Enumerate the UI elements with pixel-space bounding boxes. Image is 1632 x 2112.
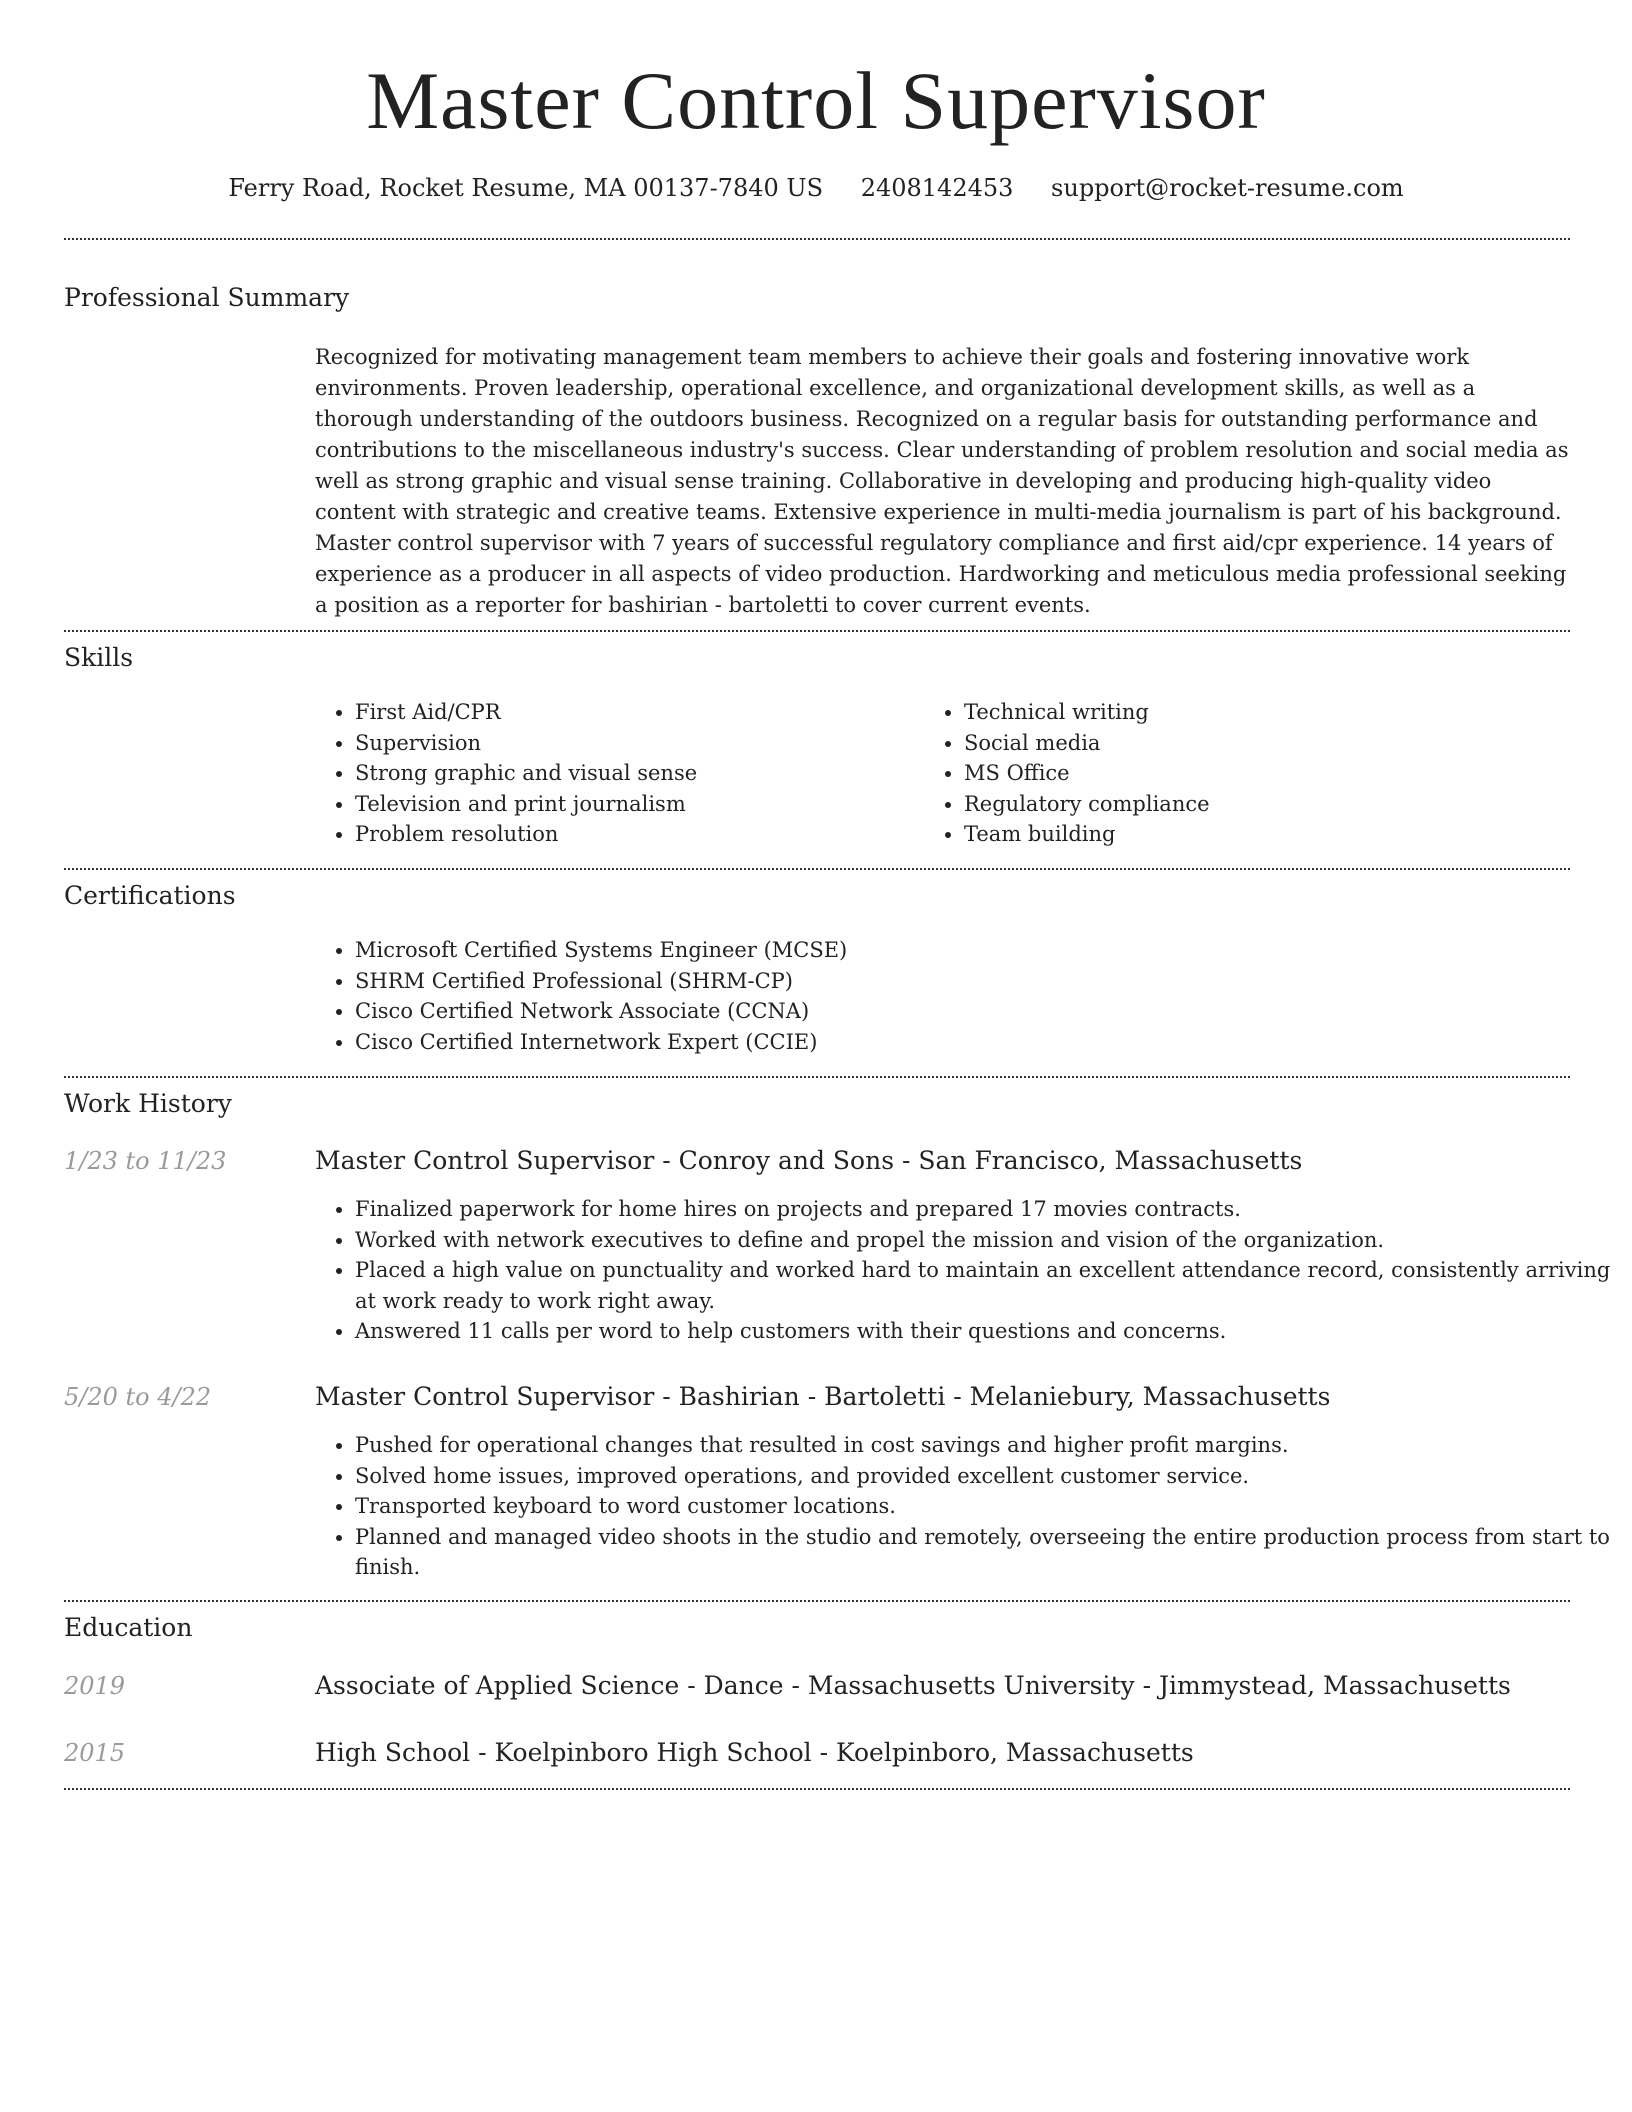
section-title-summary: Professional Summary [64, 283, 350, 312]
certification-item: • Cisco Certified Internetwork Expert (CCIE) [355, 1027, 1555, 1058]
skill-item: • Social media [964, 728, 1564, 759]
education-degree: High School [315, 1738, 471, 1767]
education-school: - Koelpinboro High School - Koelpinboro, Massachusetts [470, 1738, 1194, 1767]
skill-item: • Supervision [355, 728, 915, 759]
education-entry [315, 1669, 1511, 1703]
contact-email: support@rocket-resume.com [1051, 174, 1404, 202]
certifications-list [311, 935, 1555, 1057]
contact-line [0, 170, 1632, 206]
job-bullet: • Planned and managed video shoots in the studio and remotely, overseeing the entire production process from start to finish. [355, 1522, 1617, 1583]
skill-item: • Technical writing [964, 697, 1564, 728]
contact-phone: 2408142453 [860, 174, 1014, 202]
skills-list-right [920, 697, 1564, 850]
job-bullet: • Worked with network executives to define and propel the mission and vision of the organization. [355, 1225, 1617, 1256]
resume-name: Master Control Supervisor [366, 55, 1266, 146]
skill-item: • Strong graphic and visual sense [355, 758, 915, 789]
contact-address: Ferry Road, Rocket Resume, MA 00137-7840 US [228, 174, 824, 202]
job-title [315, 1380, 1330, 1414]
job-bullet: • Placed a high value on punctuality and worked hard to maintain an excellent attendance record, consistently arriving at work ready to work right away. [355, 1255, 1617, 1316]
job-bullet: • Pushed for operational changes that resulted in cost savings and higher profit margins. [355, 1430, 1617, 1461]
certification-item: • Cisco Certified Network Associate (CCNA) [355, 996, 1555, 1027]
job-title [315, 1144, 1302, 1178]
job-bullet: • Finalized paperwork for home hires on projects and prepared 17 movies contracts. [355, 1194, 1617, 1225]
education-school: - Dance - Massachusetts University - Jimmystead, Massachusetts [679, 1671, 1511, 1700]
education-entry [315, 1736, 1194, 1770]
section-title-work-history: Work History [64, 1089, 232, 1118]
divider [64, 868, 1570, 870]
divider [64, 238, 1570, 240]
section-title-skills: Skills [64, 643, 134, 672]
job-employer: - Bashirian - Bartoletti - Melaniebury, Massachusetts [654, 1382, 1331, 1411]
job-employer: - Conroy and Sons - San Francisco, Massachusetts [654, 1146, 1303, 1175]
job-role: Master Control Supervisor [315, 1146, 655, 1175]
skill-item: • Problem resolution [355, 819, 915, 850]
section-title-certifications: Certifications [64, 881, 236, 910]
summary-text: Recognized for motivating management team members to achieve their goals and fostering innovative work environments. Proven leadership, operational excellence, and organizational development skills, as well as a thorough understanding of the outdoors business. Recognized on a regular basis for outstanding performance and contributions to the miscellaneous industry's success. Clear understanding of problem resolution and social media as well as strong graphic and visual sense training. Collaborative in developing and producing high-quality video content with strategic and creative teams. Extensive experience in multi-media journalism is part of his background. Master control supervisor with 7 years of successful regulatory compliance and first aid/cpr experience. 14 years of experience as a producer in all aspects of video production. Hardworking and meticulous media professional seeking a position as a reporter for bashirian - bartoletti to cover current events. [315, 345, 1569, 617]
certification-item: • SHRM Certified Professional (SHRM-CP) [355, 966, 1555, 997]
job-dates: 5/20 to 4/22 [64, 1383, 212, 1411]
job-dates: 1/23 to 11/23 [64, 1147, 227, 1175]
education-year: 2015 [64, 1739, 126, 1767]
skills-list-left [311, 697, 915, 850]
job-bullet: • Transported keyboard to word customer locations. [355, 1491, 1617, 1522]
job-bullet: • Answered 11 calls per word to help customers with their questions and concerns. [355, 1316, 1617, 1347]
skill-item: • Television and print journalism [355, 789, 915, 820]
education-degree: Associate of Applied Science [315, 1671, 680, 1700]
certification-item: • Microsoft Certified Systems Engineer (MCSE) [355, 935, 1555, 966]
job-bullets [311, 1194, 1617, 1347]
divider [64, 630, 1570, 632]
job-bullets [311, 1430, 1617, 1583]
skill-item: • Regulatory compliance [964, 789, 1564, 820]
section-title-education: Education [64, 1613, 193, 1642]
job-role: Master Control Supervisor [315, 1382, 655, 1411]
skill-item: • First Aid/CPR [355, 697, 915, 728]
divider [64, 1600, 1570, 1602]
divider [64, 1076, 1570, 1078]
education-year: 2019 [64, 1672, 126, 1700]
divider [64, 1788, 1570, 1790]
skill-item: • MS Office [964, 758, 1564, 789]
job-bullet: • Solved home issues, improved operations, and provided excellent customer service. [355, 1461, 1617, 1492]
skill-item: • Team building [964, 819, 1564, 850]
